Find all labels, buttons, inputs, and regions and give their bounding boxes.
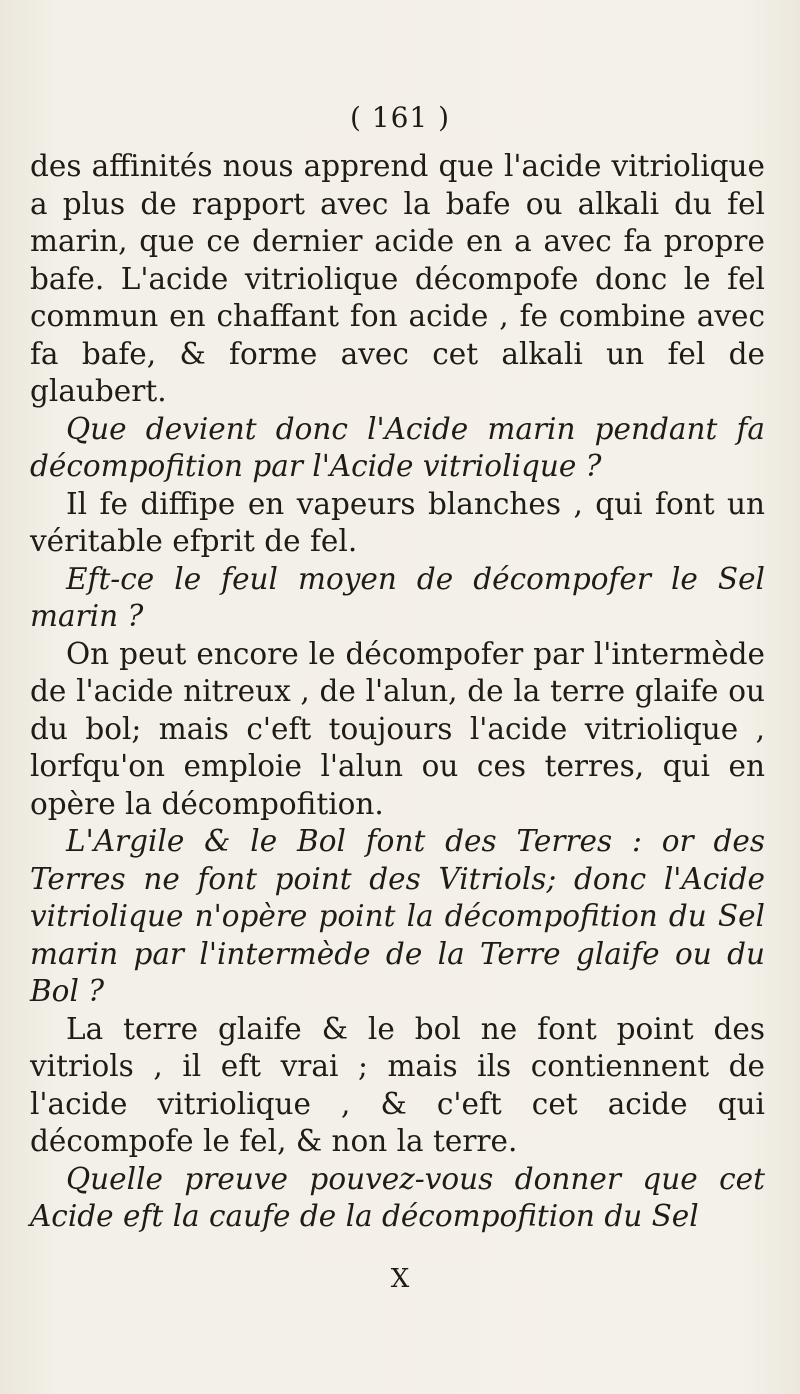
signature-mark: X [390, 1264, 410, 1294]
question-paragraph: Quelle preuve pouvez-vous donner que cet Acide eft la caufe de la décompofition du Sel [30, 1161, 765, 1233]
paragraph-continuation: des affinités nous apprend que l'acide vitriolique a plus de rapport avec la bafe ou alkali du fel marin, que ce dernier acide en a avec fa propre bafe. L'acide vitriolique décompofe donc le fel commun en chaffant fon acide , fe combine avec fa bafe, & forme avec cet alkali un fel de glaubert. [30, 149, 765, 408]
question-paragraph: Eft-ce le feul moyen de décompofer le Sel marin ? [30, 561, 765, 633]
page-text [30, 148, 765, 1236]
question-paragraph: Que devient donc l'Acide marin pendant fa décompofition par l'Acide vitriolique ? [30, 411, 765, 483]
question-paragraph: L'Argile & le Bol font des Terres : or des Terres ne font point des Vitriols; donc l'Acide vitriolique n'opère point la décompofition du Sel marin par l'intermède de la Terre glaife ou du Bol ? [30, 824, 765, 1008]
answer-paragraph: La terre glaife & le bol ne font point des vitriols , il eft vrai ; mais ils contiennent de l'acide vitriolique , & c'eft cet acide qui décompofe le fel, & non la terre. [30, 1011, 765, 1158]
page-number: ( 161 ) [349, 101, 451, 134]
answer-paragraph: On peut encore le décompofer par l'intermède de l'acide nitreux , de l'alun, de la terre glaife ou du bol; mais c'eft toujours l'acide vitriolique , lorfqu'on emploie l'alun ou ces terres, qui en opère la décompofition. [30, 636, 765, 821]
answer-paragraph: Il fe diffipe en vapeurs blanches , qui font un véritable efprit de fel. [30, 486, 765, 558]
